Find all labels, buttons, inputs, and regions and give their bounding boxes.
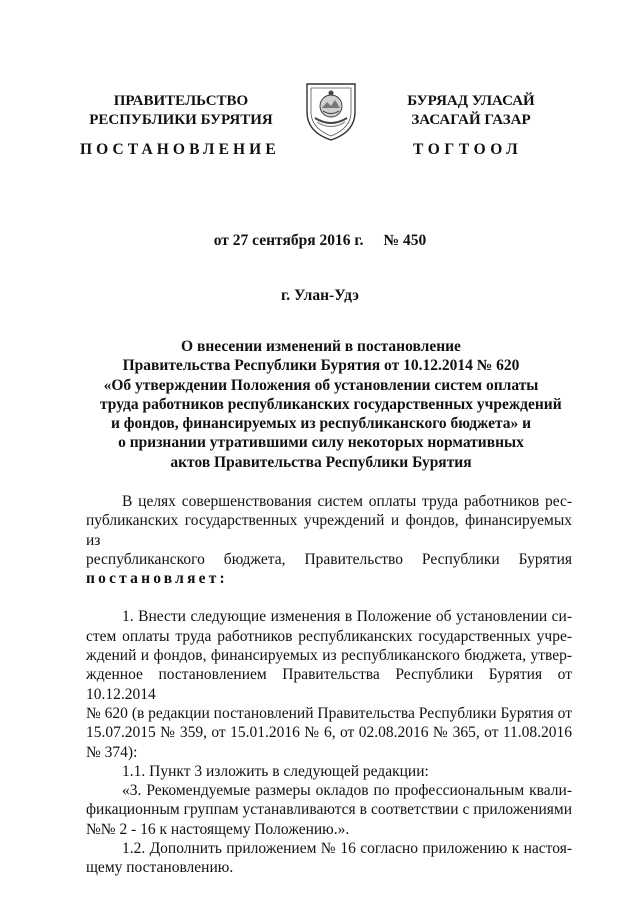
title-line: Правительства Республики Бурятия от 10.12.2014 № 620 [122, 357, 520, 375]
document-body [86, 492, 572, 878]
header-left-line: РЕСПУБЛИКИ БУРЯТИЯ [89, 112, 273, 128]
document-city: г. Улан-Удэ [280, 287, 359, 304]
doc-type-buryat: ТОГТООЛ [413, 141, 523, 158]
item1-2-line: 1.2. Дополнить приложением № 16 согласно приложению к настоя- [122, 840, 572, 858]
item1-line: стем оплаты труда работников республиканских государственных учре- [86, 627, 572, 645]
header-right-line: БУРЯАД УЛАСАЙ [407, 93, 535, 109]
item1-1-quote-line: фикационным группам устанавливаются в соответствии с приложениями [86, 801, 572, 819]
preamble-line: В целях совершенствования систем оплаты труда работников рес- [122, 493, 572, 510]
resolves-word [86, 569, 572, 588]
title-line: и фондов, финансируемых из республиканского бюджета» и [110, 415, 532, 433]
item1-1-quote-line: №№ 2 - 16 к настоящему Положению.». [86, 820, 350, 838]
item1-1-quote-line: «3. Рекомендуемые размеры окладов по профессиональным квали- [122, 782, 572, 800]
preamble-line: публиканских государственных учреждений и фондов, финансируемых из [86, 512, 572, 549]
item1-line: 1. Внести следующие изменения в Положение об установлении си- [122, 608, 572, 626]
title-line: труда работников республиканских государственных учреждений [100, 395, 562, 413]
resolves-text: постановляет: [86, 570, 228, 588]
title-line: о признании утратившими силу некоторых нормативных [118, 434, 524, 452]
item1-line: № 374): [86, 743, 138, 761]
header-right [386, 92, 556, 130]
item1-line: № 620 (в редакции постановлений Правительства Республики Бурятия от [86, 704, 572, 722]
doc-type-russian: ПОСТАНОВЛЕНИЕ [80, 141, 280, 158]
document-title [100, 337, 562, 472]
header-left [86, 92, 276, 130]
document-number: № 450 [383, 232, 427, 249]
coat-of-arms-emblem-icon [303, 78, 359, 142]
item1-line: ждений и фондов, финансируемых из республиканского бюджета, утвер- [86, 647, 572, 665]
item1-line: 15.07.2015 № 359, от 15.01.2016 № 6, от 02.08.2016 № 365, от 11.08.2016 [86, 724, 572, 742]
preamble-line: республиканского бюджета, Правительство Республики Бурятия [86, 550, 572, 568]
title-line: актов Правительства Республики Бурятия [170, 453, 472, 471]
item1-1-heading: 1.1. Пункт 3 изложить в следующей редакции: [122, 762, 429, 780]
title-line: «Об утверждении Положения об установлении систем оплаты [103, 376, 539, 394]
date-number-line [0, 232, 640, 250]
document-date: от 27 сентября 2016 г. [213, 232, 364, 249]
header-right-line: ЗАСАГАЙ ГАЗАР [411, 112, 531, 128]
header-left-line: ПРАВИТЕЛЬСТВО [113, 93, 249, 109]
item1-line: жденное постановлением Правительства Республики Бурятия от 10.12.2014 [86, 666, 572, 703]
title-line: О внесении изменений в постановление [181, 338, 461, 355]
item1-2-line: щему постановлению. [86, 859, 234, 877]
